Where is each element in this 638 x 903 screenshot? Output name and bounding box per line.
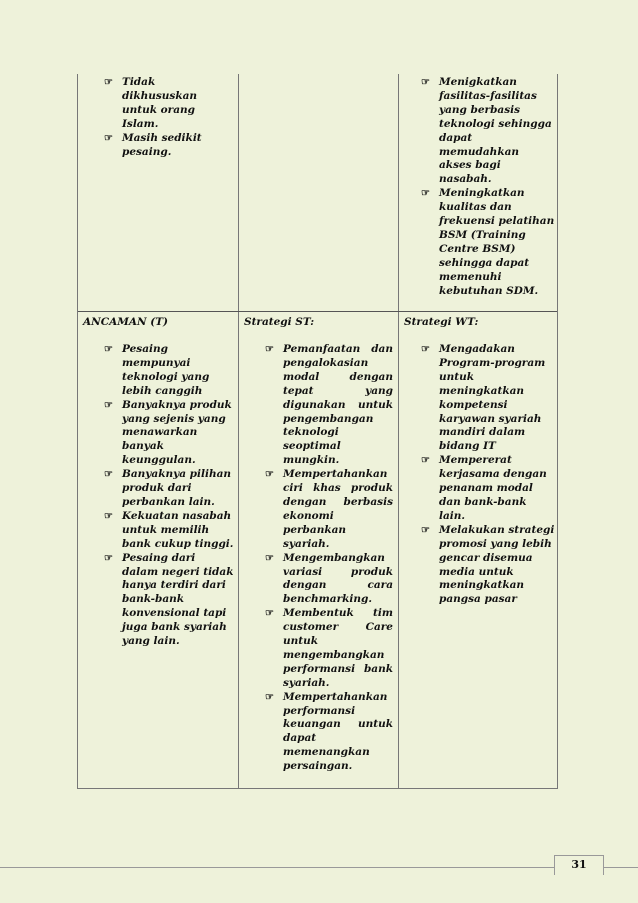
pointing-hand-icon: ☞ xyxy=(265,344,274,355)
list-item: ☞ Pemanfaatan dan pengalokasian modal dengan tepat yang digunakan untuk pengembangan teknologi seoptimal mungkin. xyxy=(265,343,393,467)
cell-wt-strategies xyxy=(398,312,558,788)
pointing-hand-icon: ☞ xyxy=(265,552,274,564)
pointing-hand-icon: ☞ xyxy=(104,77,113,88)
st-strategy-list xyxy=(265,343,393,774)
list-item: ☞ Meningkatkan kualitas dan frekuensi pelatihan BSM (Training Centre BSM) sehingga dapat memenuhi kebutuhan SDM. xyxy=(421,187,555,297)
wt-strategy-heading: Strategi WT: xyxy=(404,316,479,328)
list-item: ☞ Mengembangkan variasi produk dengan cara benchmarking. xyxy=(265,551,393,606)
pointing-hand-icon: ☞ xyxy=(265,608,274,620)
st-strategy-heading: Strategi ST: xyxy=(244,316,315,328)
list-item: ☞ Masih sedikit pesaing. xyxy=(104,131,202,158)
cell-threats xyxy=(78,312,238,788)
cell-weaknesses xyxy=(78,74,238,311)
list-item: ☞ Pesaing mempunyai teknologi yang lebih canggih xyxy=(104,343,210,397)
list-item: ☞ Banyaknya pilihan produk dari perbankan lain. xyxy=(104,468,232,508)
pointing-hand-icon: ☞ xyxy=(104,132,113,144)
cell-empty xyxy=(238,74,398,311)
cell-st-strategies xyxy=(238,312,398,788)
table-row-threats xyxy=(78,311,557,788)
list-item: ☞ Mengadakan Program-program untuk meningkatkan kompetensi karyawan syariah mandiri dalam bidang IT xyxy=(421,343,546,453)
pointing-hand-icon: ☞ xyxy=(104,552,113,564)
list-item: ☞ Banyaknya produk yang sejenis yang menawarkan banyak keunggulan. xyxy=(104,398,232,467)
list-item: ☞ Pesaing dari dalam negeri tidak hanya terdiri dari bank-bank konvensional tapi juga bank syariah yang lain. xyxy=(104,551,234,648)
pointing-hand-icon: ☞ xyxy=(104,469,113,481)
pointing-hand-icon: ☞ xyxy=(421,455,430,467)
pointing-hand-icon: ☞ xyxy=(421,344,430,355)
threats-list xyxy=(104,343,234,649)
pointing-hand-icon: ☞ xyxy=(421,188,430,200)
list-item: ☞ Melakukan strategi promosi yang lebih gencar disemua media untuk meningkatkan pangsa pasar xyxy=(421,523,555,606)
page-number: 31 xyxy=(554,855,604,875)
threats-heading: ANCAMAN (T) xyxy=(83,316,169,328)
table-row-weaknesses-continued xyxy=(78,74,557,311)
footer-rule xyxy=(0,867,638,868)
list-item: ☞ Mempertahankan ciri khas produk dengan berbasis ekonomi perbankan syariah. xyxy=(265,468,393,550)
list-item: ☞ Tidak dikhususkan untuk orang Islam. xyxy=(104,76,198,130)
wo-strategy-list xyxy=(421,76,555,299)
wt-strategy-list xyxy=(421,343,555,607)
weaknesses-list xyxy=(104,76,216,159)
list-item: ☞ Kekuatan nasabah untuk memilih bank cukup tinggi. xyxy=(104,509,234,550)
pointing-hand-icon: ☞ xyxy=(421,524,430,536)
list-item: ☞ Mempertahankan performansi keuangan untuk dapat memenangkan persaingan. xyxy=(265,690,393,773)
pointing-hand-icon: ☞ xyxy=(104,510,113,522)
pointing-hand-icon: ☞ xyxy=(265,469,274,481)
pointing-hand-icon: ☞ xyxy=(104,399,113,411)
cell-wo-strategies xyxy=(398,74,558,311)
swot-table xyxy=(77,74,558,789)
pointing-hand-icon: ☞ xyxy=(421,77,430,88)
pointing-hand-icon: ☞ xyxy=(265,691,274,703)
pointing-hand-icon: ☞ xyxy=(104,344,113,355)
list-item: ☞ Membentuk tim customer Care untuk mengembangkan performansi bank syariah. xyxy=(265,607,393,689)
list-item: ☞ Menigkatkan fasilitas-fasilitas yang berbasis teknologi sehingga dapat memudahkan akses bagi nasabah. xyxy=(421,76,552,186)
list-item: ☞ Mempererat kerjasama dengan penanam modal dan bank-bank lain. xyxy=(421,454,547,522)
